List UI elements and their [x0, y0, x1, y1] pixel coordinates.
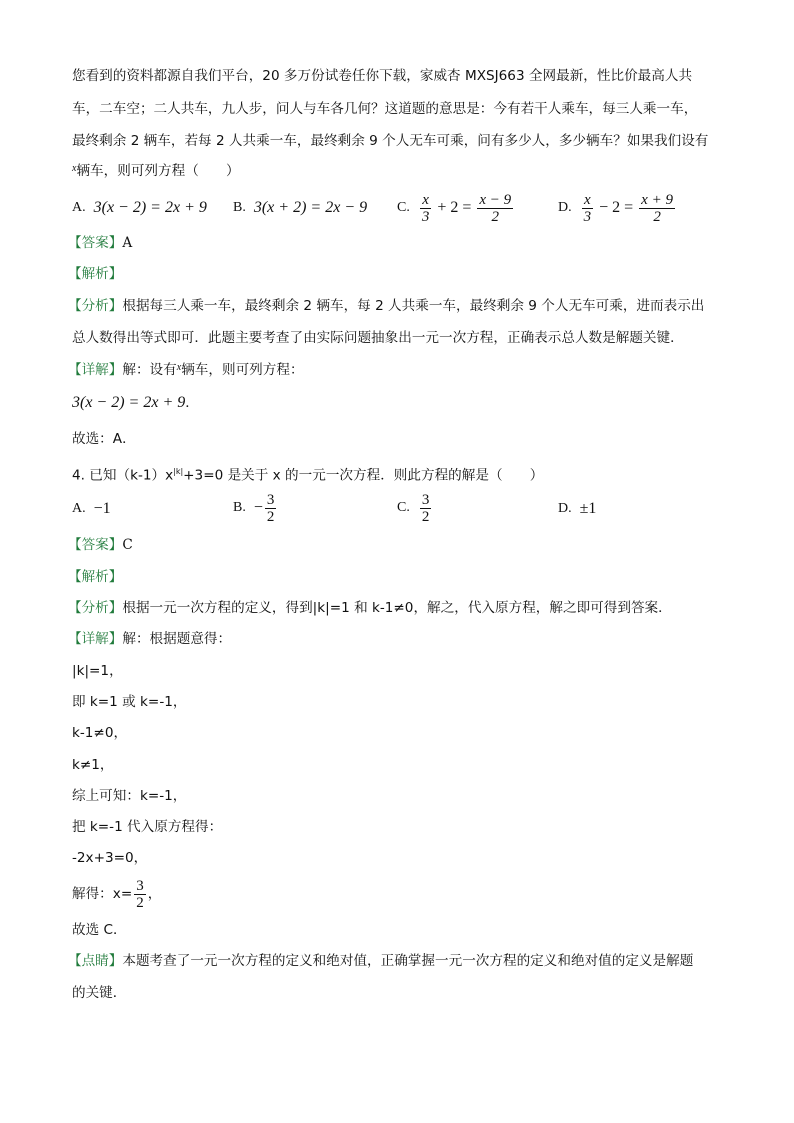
xiangjie-text: 解：根据题意得： [122, 631, 232, 647]
option-middle: + 2 = [437, 199, 472, 216]
equation-end: ． [185, 395, 199, 411]
option-a [72, 497, 111, 521]
fraction [582, 192, 594, 225]
variable-x: x [72, 163, 77, 174]
answer-tag: 【答案】 [68, 537, 123, 553]
option-value: −1 [93, 500, 111, 517]
option-middle: − 2 = [599, 199, 634, 216]
denominator: 2 [491, 208, 500, 225]
option-label: B. [233, 500, 246, 515]
numerator: 3 [421, 491, 430, 508]
fraction [639, 192, 675, 225]
option-label: B. [233, 200, 246, 215]
answer-tag: 【答案】 [68, 235, 123, 251]
denominator: 2 [421, 508, 430, 525]
option-label: D. [558, 501, 572, 516]
fenxi-text: 根据每三人乘一车，最终剩余 2 辆车，每 2 人共乘一车，最终剩余 9 个人无车可乘，进而表示出 [122, 298, 705, 314]
problem3-stem-line-4 [72, 161, 240, 181]
stem-tail: 辆车，则可列方程（ ） [76, 163, 240, 179]
step-line: 即 k=1 或 k=-1， [72, 694, 187, 710]
conclusion-line: 故选 C． [72, 922, 127, 938]
xiangjie-line [68, 360, 304, 380]
fenxi-line-2: 总人数得出等式即可．此题主要考查了由实际问题抽象出一元一次方程，正确表示总人数是解题关键． [72, 330, 684, 346]
fraction [265, 492, 277, 525]
fenxi-tag: 【分析】 [68, 298, 123, 314]
answer-line [68, 233, 132, 253]
fenxi-tag: 【分析】 [68, 600, 123, 616]
answer-line [68, 535, 133, 555]
answer-value: C [122, 537, 133, 553]
numerator: x [422, 191, 429, 208]
problem3-stem-line-1: 您看到的资料都源自我们平台，20 多万份试卷任你下载，家威杏 MXSJ663 全网最新，性比价最高人共 [72, 68, 693, 84]
option-c [397, 488, 433, 528]
denominator: 2 [266, 508, 275, 525]
jiexi-tag: 【解析】 [68, 569, 123, 585]
exponent: |k| [173, 467, 184, 476]
step-line: |k|=1， [72, 663, 123, 679]
numerator: 3 [136, 877, 144, 894]
option-d [558, 188, 677, 228]
numerator: 3 [266, 491, 275, 508]
option-value: ±1 [579, 500, 597, 517]
step-line: 综上可知：k=-1， [72, 788, 187, 804]
fenxi-text: 根据一元一次方程的定义，得到|k|=1 和 k-1≠0，解之，代入原方程，解之即可得到答案． [122, 600, 672, 616]
variable-x: x [176, 362, 182, 373]
option-c [397, 188, 515, 228]
numerator: x + 9 [641, 191, 673, 208]
equation: 3(x − 2) = 2x + 9 [72, 394, 186, 411]
solve-line [72, 874, 161, 914]
fraction [477, 192, 513, 225]
option-label: A. [72, 501, 86, 516]
answer-value: A [122, 235, 133, 251]
dianqing-tag: 【点睛】 [68, 953, 123, 969]
solve-text: 解得：x= [72, 886, 133, 902]
problem4-stem [72, 462, 543, 482]
xiangjie-tag: 【详解】 [68, 362, 123, 378]
option-label: D. [558, 200, 572, 215]
option-d [558, 497, 596, 521]
equation-line [72, 393, 199, 417]
step-line: k≠1， [72, 757, 114, 773]
fenxi-line-1 [68, 296, 704, 316]
dianqing-line-1 [68, 951, 693, 971]
option-expression: 3(x + 2) = 2x − 9 [253, 199, 368, 216]
step-line: -2x+3=0， [72, 850, 148, 866]
option-a [72, 196, 207, 220]
jiexi-line [68, 567, 122, 587]
dianqing-text: 本题考查了一元一次方程的定义和绝对值，正确掌握一元一次方程的定义和绝对值的定义是解题 [122, 953, 694, 969]
option-b [233, 196, 367, 220]
stem-text: +3=0 是关于 x 的一元一次方程．则此方程的解是（ ） [183, 467, 544, 484]
jiexi-tag: 【解析】 [68, 266, 123, 282]
xiangjie-line [68, 629, 231, 649]
stem-text: 4. 已知（k-1）x [72, 467, 174, 484]
fraction [420, 192, 432, 225]
problem3-stem-line-2: 车，二车空；二人共车，九人步，问人与车各几何？这道题的意思是：今有若干人乘车，每三人乘一车， [72, 101, 698, 117]
step-line: 把 k=-1 代入原方程得： [72, 819, 223, 835]
xiangjie-tag: 【详解】 [68, 631, 123, 647]
option-expression: 3(x − 2) = 2x + 9 [93, 199, 207, 216]
option-b [233, 488, 278, 528]
fraction [420, 492, 432, 525]
denominator: 2 [653, 208, 661, 225]
denominator: 3 [583, 208, 592, 225]
denominator: 3 [421, 208, 430, 225]
option-label: A. [72, 200, 86, 215]
option-label: C. [397, 200, 410, 215]
fenxi-line [68, 598, 672, 618]
problem3-stem-line-3: 最终剩余 2 辆车，若每 2 人共乘一车，最终剩余 9 个人无车可乘，问有多少人，多少辆车？如果我们设有 [72, 133, 709, 149]
conclusion-line: 故选：A． [72, 431, 136, 447]
dianqing-line-2: 的关键． [72, 985, 127, 1001]
jiexi-line [68, 264, 122, 284]
numerator: x − 9 [479, 191, 512, 208]
xiangjie-text: 解：设有 [122, 362, 177, 378]
numerator: x [584, 191, 591, 208]
xiangjie-text: 辆车，则可列方程： [181, 362, 304, 378]
option-sign: − [253, 499, 263, 516]
solve-text: ， [147, 886, 162, 902]
fraction [134, 878, 146, 911]
step-line: k-1≠0， [72, 725, 128, 741]
denominator: 2 [136, 894, 144, 911]
option-label: C. [397, 500, 410, 515]
